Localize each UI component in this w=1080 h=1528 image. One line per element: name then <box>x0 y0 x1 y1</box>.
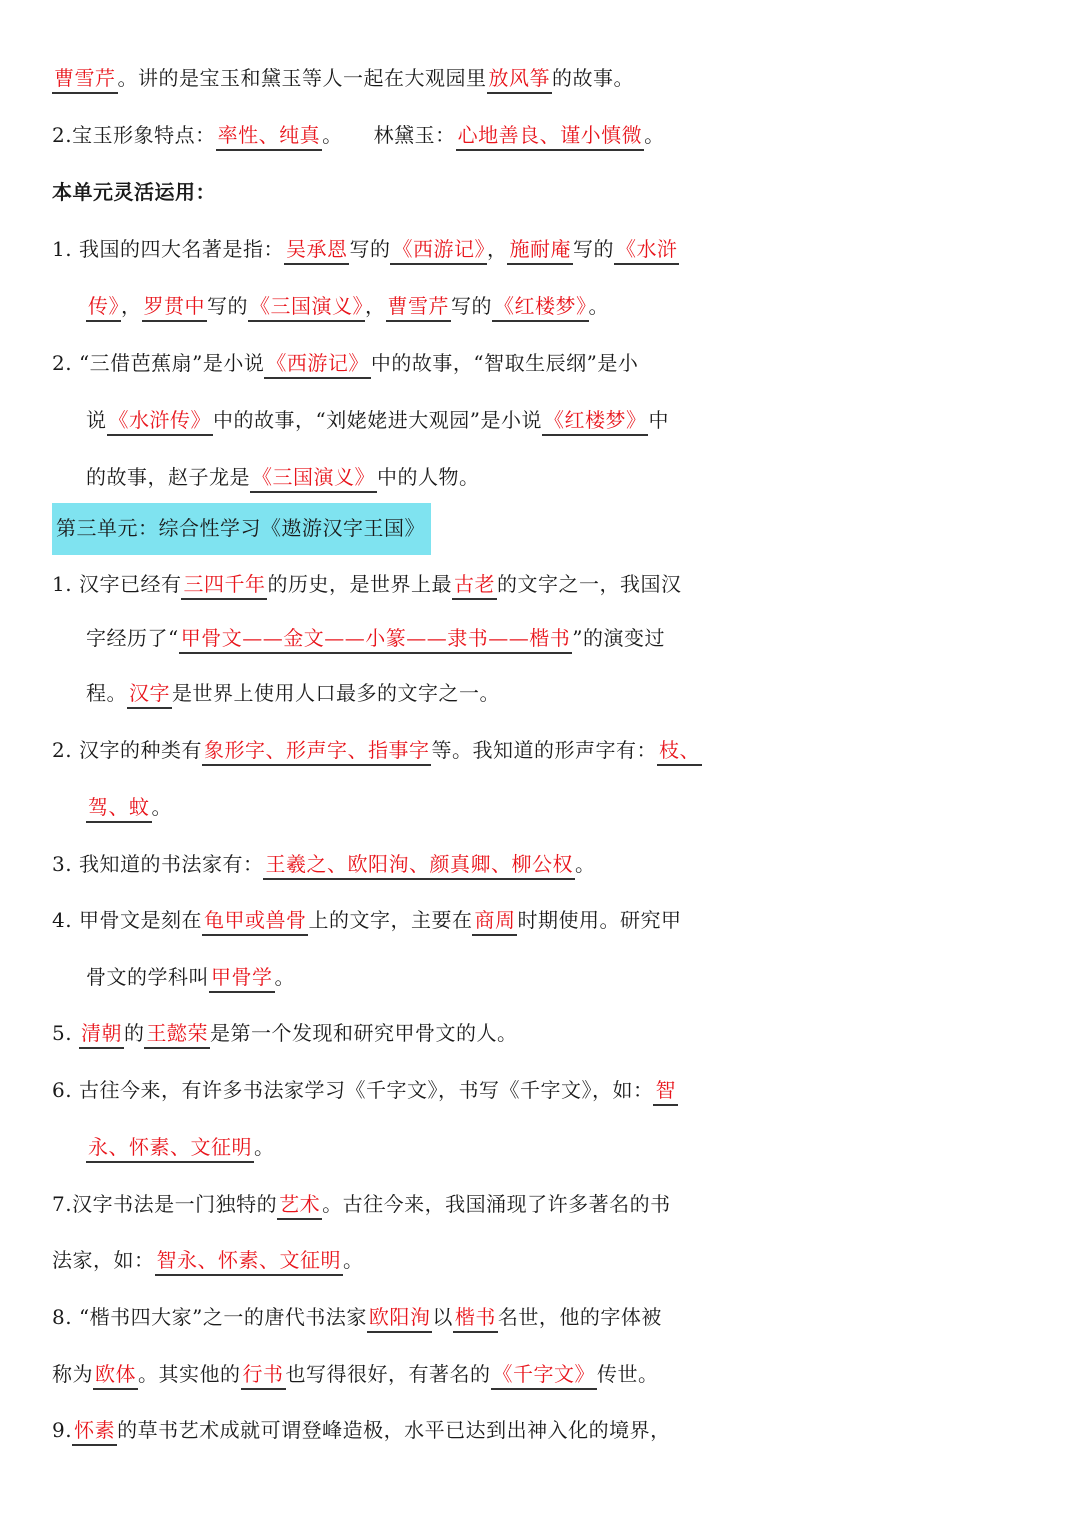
text-segment: 。 <box>151 795 172 819</box>
text-segment: 传世。 <box>597 1362 659 1386</box>
text-segment: ， <box>365 294 386 318</box>
answer-blank: 《红楼梦》 <box>492 294 589 322</box>
text-segment: 以 <box>432 1305 453 1329</box>
text-segment: ”的演变过 <box>572 626 665 650</box>
text-segment: 。 <box>254 1135 275 1159</box>
text-segment: 。古往今来，我国涌现了许多著名的书 <box>322 1192 671 1216</box>
text-segment: 4. 甲骨文是刻在 <box>52 908 202 932</box>
text-segment: 写的 <box>349 237 391 261</box>
answer-blank: 楷书 <box>453 1305 498 1333</box>
answer-blank: 枝、 <box>657 738 702 766</box>
answer-blank: 象形字、形声字、指事字 <box>202 738 432 766</box>
answer-blank: 智永、怀素、文征明 <box>155 1248 344 1276</box>
heading-text: 本单元灵活运用： <box>52 180 216 204</box>
text-segment: 等。我知道的形声字有： <box>431 738 657 762</box>
answer-blank: 传》 <box>86 294 121 322</box>
text-segment: ， <box>121 294 142 318</box>
section-heading <box>52 164 1042 220</box>
text-segment: 1. 我国的四大名著是指： <box>52 237 284 261</box>
text-line <box>52 335 1042 391</box>
text-segment: 的故事。 <box>552 66 634 90</box>
answer-blank: 欧体 <box>93 1362 138 1390</box>
answer-blank: 放风筝 <box>487 66 553 94</box>
text-segment: ， <box>486 237 508 261</box>
text-segment: 是第一个发现和研究甲骨文的人。 <box>209 1021 518 1045</box>
text-segment: 2. 汉字的种类有 <box>52 738 202 762</box>
answer-blank: 心地善良、谨小慎微 <box>456 123 645 151</box>
answer-blank: 行书 <box>241 1362 286 1390</box>
text-line <box>52 221 1042 277</box>
answer-blank: 甲骨文——金文——小篆——隶书——楷书 <box>179 626 573 654</box>
text-segment: 名世，他的字体被 <box>497 1305 662 1329</box>
text-segment: 。 <box>274 965 295 989</box>
answer-blank: 曹雪芹 <box>386 294 452 322</box>
text-segment: 。 林黛玉： <box>322 123 456 147</box>
text-segment: 5. <box>52 1021 79 1045</box>
unit-heading <box>52 500 1042 556</box>
text-segment: 中 <box>648 408 669 432</box>
answer-blank: 怀素 <box>72 1418 117 1446</box>
text-segment: 是世界上使用人口最多的文字之一。 <box>172 681 500 705</box>
answer-blank: 三四千年 <box>181 572 267 600</box>
text-line <box>52 1005 1042 1061</box>
text-segment: 的故事，赵子龙是 <box>86 465 250 489</box>
answer-blank: 《西游记》 <box>390 237 487 265</box>
answer-blank: 率性、纯真 <box>216 123 323 151</box>
answer-blank: 永、怀素、文征明 <box>86 1135 254 1163</box>
text-segment: 2. “三借芭蕉扇”是小说 <box>52 351 265 375</box>
text-segment: 骨文的学科叫 <box>86 965 209 989</box>
answer-blank: 智 <box>653 1078 678 1106</box>
answer-blank: 汉字 <box>127 681 172 709</box>
text-segment: 称为 <box>52 1362 93 1386</box>
text-segment: 8. “楷书四大家”之一的唐代书法家 <box>52 1305 367 1329</box>
answer-blank: 《千字文》 <box>491 1362 598 1390</box>
answer-blank: 罗贯中 <box>142 294 208 322</box>
text-line <box>86 949 1076 1005</box>
text-line <box>52 892 1042 948</box>
text-segment: 说 <box>86 408 107 432</box>
text-segment: 时期使用。研究甲 <box>517 908 682 932</box>
text-line <box>52 1402 1042 1458</box>
text-segment: 写的 <box>572 237 614 261</box>
answer-blank: 王羲之、欧阳洵、颜真卿、柳公权 <box>263 852 575 880</box>
answer-blank: 《三国演义》 <box>250 465 377 493</box>
answer-blank: 艺术 <box>277 1192 322 1220</box>
text-line <box>86 665 1076 721</box>
text-segment: 写的 <box>451 294 492 318</box>
answer-blank: 商周 <box>472 908 517 936</box>
text-segment: 字经历了“ <box>86 626 179 650</box>
text-segment: 的草书艺术成就可谓登峰造极，水平已达到出神入化的境界， <box>117 1418 671 1442</box>
answer-blank: 古老 <box>452 572 497 600</box>
text-line <box>52 836 1042 892</box>
text-segment: 7.汉字书法是一门独特的 <box>52 1192 278 1216</box>
text-line <box>86 449 1076 505</box>
text-line <box>52 1346 1042 1402</box>
text-segment: 上的文字，主要在 <box>308 908 473 932</box>
answer-blank: 《三国演义》 <box>248 294 365 322</box>
text-line <box>52 1176 1042 1232</box>
text-line <box>52 1232 1042 1288</box>
text-segment: 的文字之一，我国汉 <box>496 572 682 596</box>
text-segment: 2.宝玉形象特点： <box>52 123 216 147</box>
text-line <box>86 610 1076 666</box>
answer-blank: 施耐庵 <box>507 237 573 265</box>
text-segment: 法家，如： <box>52 1248 155 1272</box>
text-line <box>52 1289 1042 1345</box>
answer-blank: 清朝 <box>79 1021 124 1049</box>
text-segment: 中的故事，“智取生辰纲”是小 <box>370 351 639 375</box>
text-segment: 写的 <box>207 294 248 318</box>
text-segment: 也写得很好，有著名的 <box>285 1362 491 1386</box>
answer-blank: 驾、蚊 <box>86 795 152 823</box>
text-line <box>86 779 1076 835</box>
text-segment: 中的故事，“刘姥姥进大观园”是小说 <box>213 408 542 432</box>
text-segment: 程。 <box>86 681 127 705</box>
text-segment: 6. 古往今来，有许多书法家学习《千字文》，书写《千字文》，如： <box>52 1078 654 1102</box>
text-segment: 9. <box>52 1418 73 1442</box>
answer-blank: 欧阳洵 <box>367 1305 433 1333</box>
answer-blank: 龟甲或兽骨 <box>202 908 309 936</box>
answer-blank: 曹雪芹 <box>52 66 118 94</box>
text-line <box>52 556 1042 612</box>
text-segment: 中的人物。 <box>377 465 480 489</box>
answer-blank: 王懿荣 <box>144 1021 210 1049</box>
text-line <box>52 50 1042 106</box>
text-segment: 。 <box>343 1248 364 1272</box>
text-segment: 。其实他的 <box>138 1362 241 1386</box>
text-segment: 。 <box>644 123 665 147</box>
highlighted-heading: 第三单元：综合性学习《遨游汉字王国》 <box>52 503 431 555</box>
text-segment: 的历史，是世界上最 <box>267 572 452 596</box>
text-line <box>86 278 1076 334</box>
answer-blank: 《西游记》 <box>264 351 371 379</box>
text-line <box>52 107 1042 163</box>
text-segment: 。讲的是宝玉和黛玉等人一起在大观园里 <box>117 66 487 90</box>
answer-blank: 吴承恩 <box>284 237 350 265</box>
text-segment: 的 <box>123 1021 145 1045</box>
text-line <box>52 722 1042 778</box>
text-segment: 。 <box>574 852 596 876</box>
text-segment: 。 <box>588 294 609 318</box>
answer-blank: 《红楼梦》 <box>542 408 649 436</box>
answer-blank: 《水浒传》 <box>107 408 214 436</box>
text-segment: 3. 我知道的书法家有： <box>52 852 264 876</box>
answer-blank: 甲骨学 <box>209 965 275 993</box>
answer-blank: 《水浒 <box>614 237 680 265</box>
text-segment: 1. 汉字已经有 <box>52 572 182 596</box>
text-line <box>86 392 1076 448</box>
text-line <box>86 1119 1076 1175</box>
text-line <box>52 1062 1042 1118</box>
